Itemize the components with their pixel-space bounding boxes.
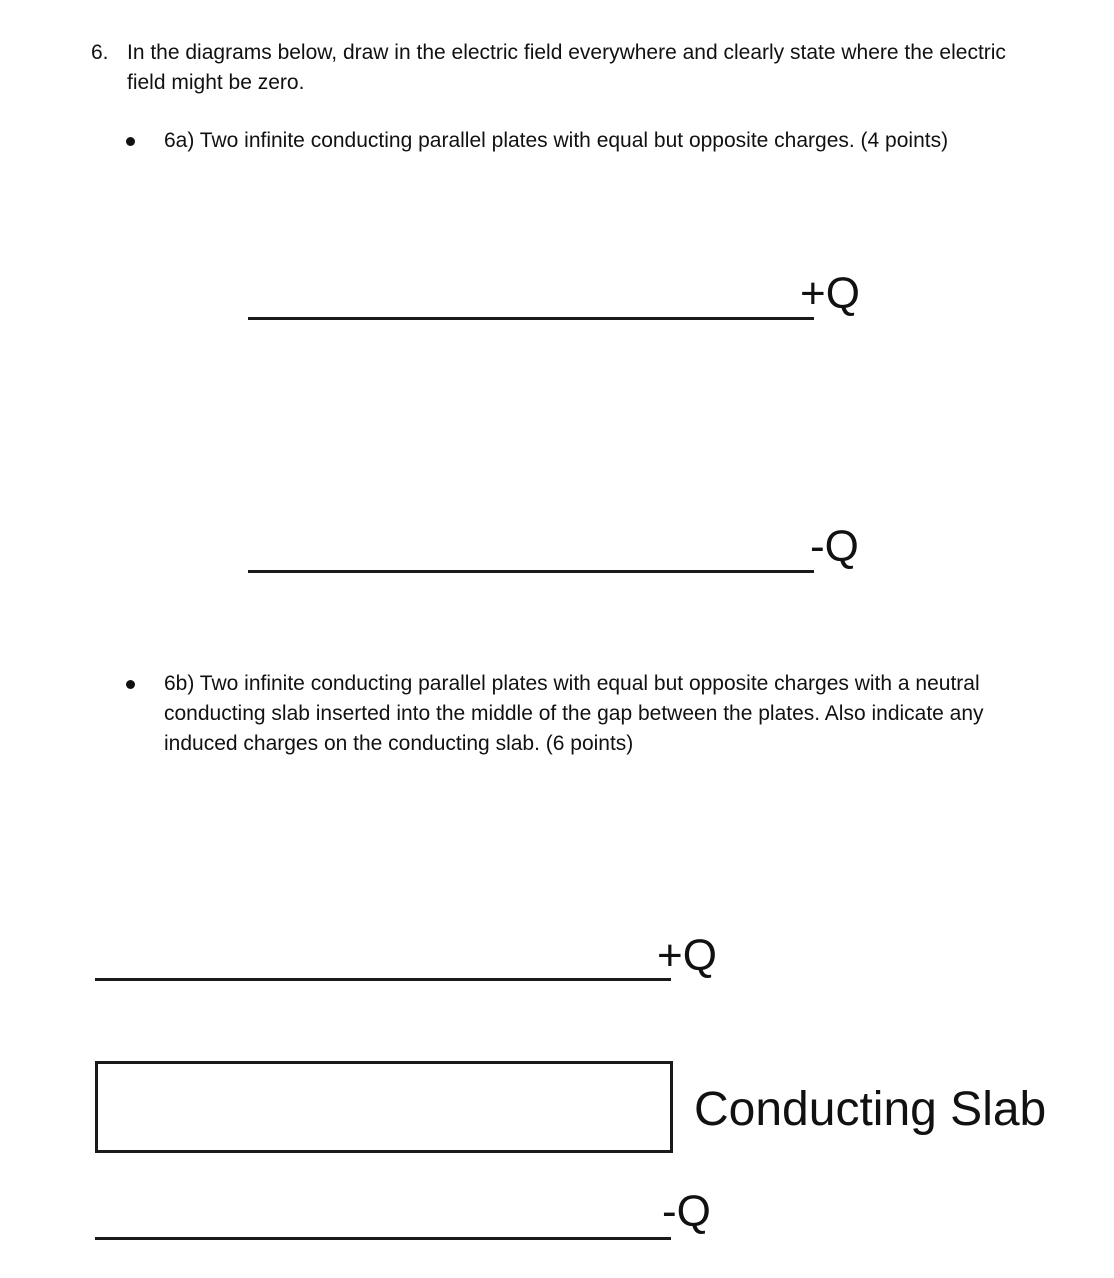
conducting-slab: [95, 1061, 673, 1153]
bullet-6b: [126, 680, 135, 689]
part-a-bottom-plate: [248, 570, 814, 573]
conducting-slab-label: Conducting Slab: [694, 1083, 1047, 1136]
part-a-bottom-charge-label: -Q: [810, 522, 859, 571]
part-b-bottom-charge-label: -Q: [662, 1187, 711, 1236]
part-a-top-plate: [248, 317, 814, 320]
part-b-top-charge-label: +Q: [657, 931, 717, 980]
part-a-text: 6a) Two infinite conducting parallel plates with equal but opposite charges. (4 points): [164, 129, 949, 152]
question-number: 6.: [91, 41, 109, 64]
bullet-6a: [126, 137, 135, 146]
part-b-top-plate: [95, 978, 671, 981]
part-b-bottom-plate: [95, 1237, 671, 1240]
part-a-top-charge-label: +Q: [800, 269, 860, 318]
question-text: In the diagrams below, draw in the electric field everywhere and clearly state where the electric field might be zero.: [127, 41, 1006, 94]
part-b-text: 6b) Two infinite conducting parallel plates with equal but opposite charges with a neutral conducting slab inserted into the middle of the gap between the plates. Also indicate any induced charges on the conducting slab. (6 points): [164, 672, 984, 755]
